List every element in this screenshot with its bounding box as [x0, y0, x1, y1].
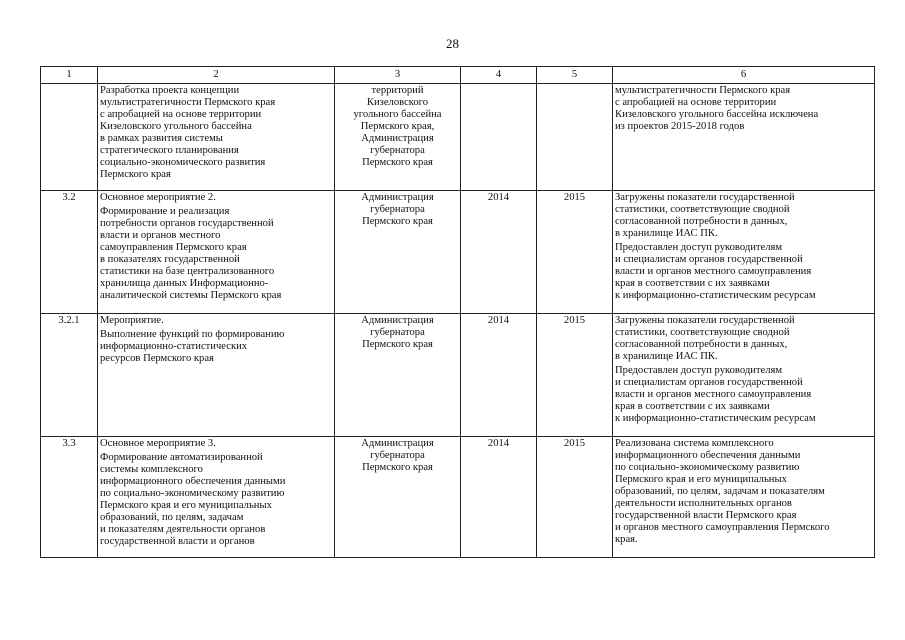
measure-title: Основное мероприятие 3. [100, 438, 216, 449]
header-cell-2: 2 [98, 67, 335, 84]
start-year [461, 84, 537, 191]
result-text: мультистратегичности Пермского края с апробацией на основе территории Кизеловского угольного бассейна исключена из проектов 2015-2018 годов [615, 85, 819, 132]
executor: Администрация губернатора Пермского края [335, 314, 461, 437]
table-row [41, 191, 875, 314]
header-cell-5: 5 [537, 67, 613, 84]
measure-name [98, 191, 335, 314]
start-year: 2014 [461, 191, 537, 314]
header-cell-4: 4 [461, 67, 537, 84]
result-text: Реализована система комплексного информационного обеспечения данными по социально-экономическому развитию Пермского края и его муниципальных образований, по целям, задачам и показателям деятельности исполнительных органов государственной власти Пермского края и органов местного самоуправления Пермского края. [615, 438, 830, 545]
row-number: 3.2 [41, 191, 98, 314]
measure-name [98, 437, 335, 558]
measure-title: Мероприятие. [100, 315, 164, 326]
measure-title: Основное мероприятие 2. [100, 192, 216, 203]
result-text: Предоставлен доступ руководителям и специалистам органов государственной власти и органов местного самоуправления края в соответствии с их заявками к информационно-статистическим ресурсам [615, 242, 816, 301]
end-year [537, 84, 613, 191]
executor: территорий Кизеловского угольного бассейна Пермского края, Администрация губернатора Пермского края [335, 84, 461, 191]
row-number: 3.2.1 [41, 314, 98, 437]
table-row [41, 84, 875, 191]
header-cell-1: 1 [41, 67, 98, 84]
page-number: 28 [446, 36, 459, 51]
table-row [41, 314, 875, 437]
expected-result [613, 314, 875, 437]
end-year: 2015 [537, 437, 613, 558]
executor: Администрация губернатора Пермского края [335, 191, 461, 314]
measure-name-text: Формирование и реализация потребности органов государственной власти и органов местного самоуправления Пермского края в показателях государственной статистики на базе централизованного хранилища данных Информационно- аналитической системы Пермского края [100, 206, 282, 301]
executor: Администрация губернатора Пермского края [335, 437, 461, 558]
expected-result [613, 84, 875, 191]
header-row [41, 67, 875, 84]
expected-result [613, 437, 875, 558]
measure-name-text: Выполнение функций по формированию информационно-статистических ресурсов Пермского края [100, 329, 285, 364]
start-year: 2014 [461, 437, 537, 558]
expected-result [613, 191, 875, 314]
result-text: Загружены показатели государственной статистики, соответствующие сводной согласованной потребности в данных, в хранилище ИАС ПК. [615, 192, 795, 239]
result-text: Загружены показатели государственной статистики, соответствующие сводной согласованной потребности в данных, в хранилище ИАС ПК. [615, 315, 795, 362]
end-year: 2015 [537, 191, 613, 314]
measure-name-text: Формирование автоматизированной системы комплексного информационного обеспечения данными по социально-экономическому развитию Пермского края и его муниципальных образований, по целям, задачам и показателям деятельности органов государственной власти и органов [100, 452, 286, 547]
measure-name-text: Разработка проекта концепции мультистратегичности Пермского края с апробацией на основе территории Кизеловского угольного бассейна в рамках развития системы стратегического планирования социально-экономического развития Пермского края [100, 85, 276, 180]
start-year: 2014 [461, 314, 537, 437]
measure-name [98, 314, 335, 437]
result-text: Предоставлен доступ руководителям и специалистам органов государственной власти и органов местного самоуправления края в соответствии с их заявками к информационно-статистическим ресурсам [615, 365, 816, 424]
program-table [40, 66, 875, 558]
row-number: 3.3 [41, 437, 98, 558]
row-number [41, 84, 98, 191]
header-cell-6: 6 [613, 67, 875, 84]
header-cell-3: 3 [335, 67, 461, 84]
table-row [41, 437, 875, 558]
end-year: 2015 [537, 314, 613, 437]
measure-name [98, 84, 335, 191]
